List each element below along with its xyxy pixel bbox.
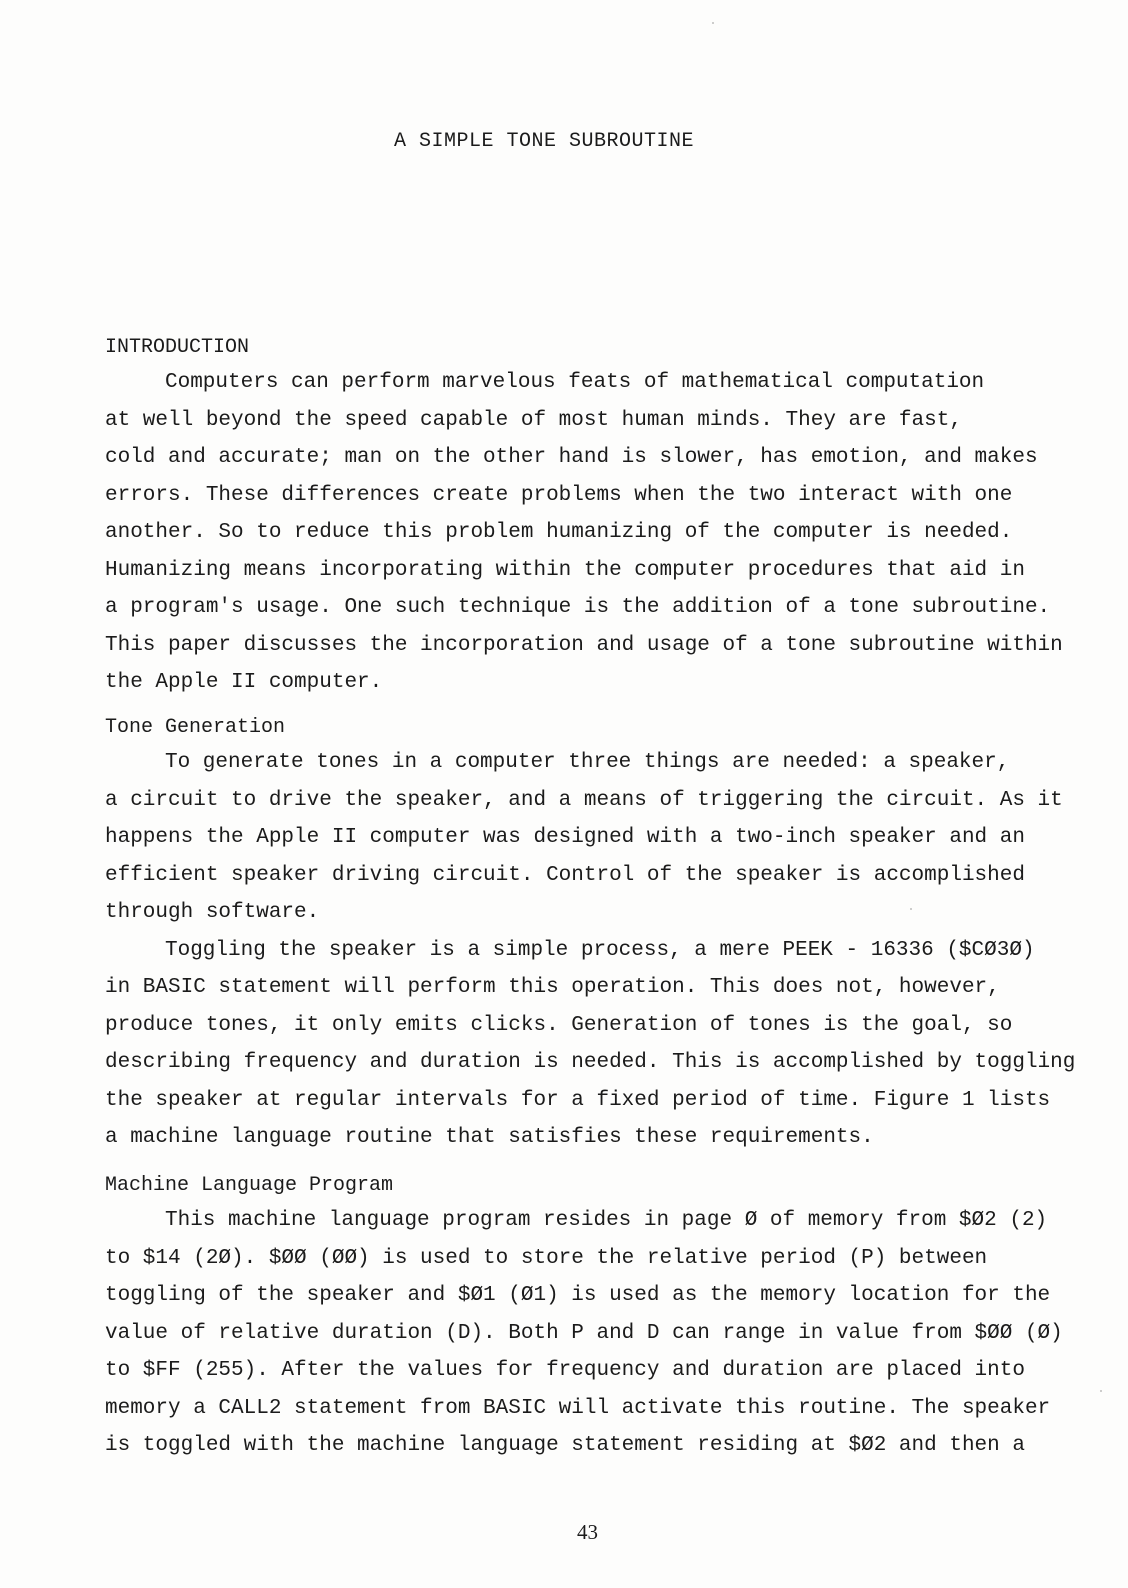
section-heading: Machine Language Program xyxy=(105,1174,394,1197)
text-line: toggling of the speaker and $Ø1 (Ø1) is used as the memory location for the xyxy=(105,1284,1051,1307)
text-line: is toggled with the machine language statement residing at $Ø2 and then a xyxy=(105,1434,1025,1457)
paragraph xyxy=(105,932,1076,1157)
text-line: Toggling the speaker is a simple process, a mere PEEK - 16336 ($CØ3Ø) xyxy=(165,938,1035,962)
text-line: This paper discusses the incorporation and usage of a tone subroutine within xyxy=(105,633,1063,657)
page-number: 43 xyxy=(577,1520,598,1544)
page-title: A SIMPLE TONE SUBROUTINE xyxy=(393,130,695,153)
text-line: produce tones, it only emits clicks. Generation of tones is the goal, so xyxy=(105,1013,1013,1037)
text-line: Computers can perform marvelous feats of mathematical computation xyxy=(165,371,985,394)
text-line: another. So to reduce this problem humanizing of the computer is needed. xyxy=(105,521,1013,544)
paragraph xyxy=(105,1202,1065,1465)
text-line: errors. These differences create problems when the two interact with one xyxy=(105,483,1013,507)
text-line: happens the Apple II computer was designed with a two-inch speaker and an xyxy=(105,826,1025,849)
text-line: efficient speaker driving circuit. Control of the speaker is accomplished xyxy=(105,863,1025,887)
section-heading: Tone Generation xyxy=(105,716,286,739)
scan-speck xyxy=(910,908,912,910)
scan-speck xyxy=(1100,1390,1102,1392)
scan-speck xyxy=(712,22,714,24)
section-heading: INTRODUCTION xyxy=(105,336,250,359)
text-line: This machine language program resides in page Ø of memory from $Ø2 (2) xyxy=(165,1209,1048,1232)
text-line: describing frequency and duration is needed. This is accomplished by toggling xyxy=(105,1051,1076,1074)
text-line: a circuit to drive the speaker, and a means of triggering the circuit. As it xyxy=(105,788,1063,812)
paragraph xyxy=(105,744,1065,932)
text-line: cold and accurate; man on the other hand is slower, has emotion, and makes xyxy=(105,446,1038,469)
section xyxy=(105,1170,1065,1465)
section xyxy=(105,712,1076,1157)
text-line: memory a CALL2 statement from BASIC will activate this routine. The speaker xyxy=(105,1396,1051,1420)
paragraph xyxy=(105,364,1065,702)
text-line: to $14 (2Ø). $ØØ (ØØ) is used to store the relative period (P) between xyxy=(105,1246,988,1270)
text-line: in BASIC statement will perform this operation. This does not, however, xyxy=(105,976,1000,999)
text-line: the Apple II computer. xyxy=(105,671,383,694)
text-line: value of relative duration (D). Both P and D can range in value from $ØØ (Ø) xyxy=(105,1321,1063,1345)
text-line: the speaker at regular intervals for a fixed period of time. Figure 1 lists xyxy=(105,1088,1051,1112)
text-line: a machine language routine that satisfies these requirements. xyxy=(105,1126,874,1149)
text-line: to $FF (255). After the values for frequency and duration are placed into xyxy=(105,1359,1025,1382)
text-line: a program's usage. One such technique is the addition of a tone subroutine. xyxy=(105,596,1051,619)
text-line: Humanizing means incorporating within the computer procedures that aid in xyxy=(105,558,1025,582)
text-line: To generate tones in a computer three things are needed: a speaker, xyxy=(165,751,1010,774)
text-line: at well beyond the speed capable of most human minds. They are fast, xyxy=(105,408,962,432)
section xyxy=(105,332,1065,702)
text-line: through software. xyxy=(105,901,320,924)
